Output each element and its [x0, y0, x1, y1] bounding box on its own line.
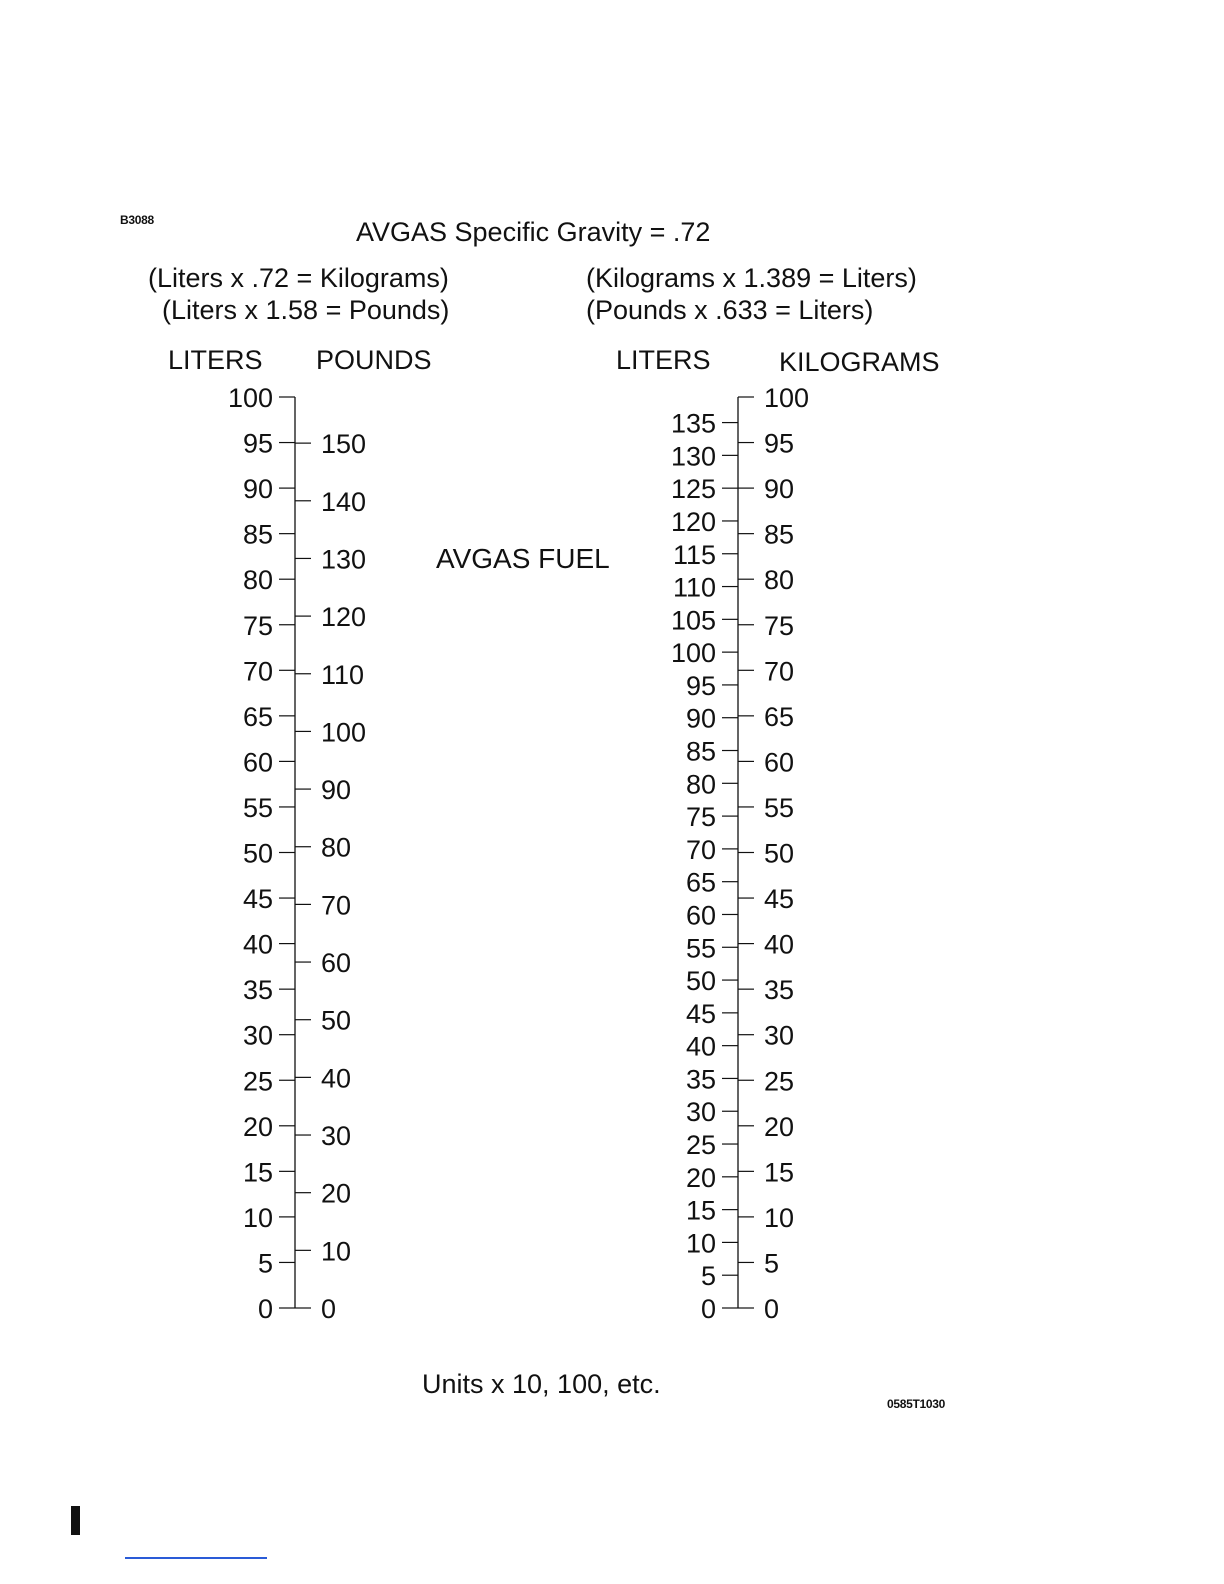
- tick-label-pounds-1: 0: [321, 1294, 337, 1324]
- tick-label-pounds-1: 20: [321, 1178, 352, 1209]
- tick-label-liters-1: 20: [242, 1111, 273, 1142]
- tick-label-kilograms-2: 35: [764, 975, 795, 1006]
- tick-label-pounds-1: 150: [321, 429, 367, 460]
- tick-label-liters-2: 20: [685, 1162, 716, 1193]
- tick-label-pounds-1: 10: [321, 1236, 352, 1267]
- tick-label-kilograms-2: 5: [764, 1248, 780, 1279]
- formula-liters-to-kilograms: (Liters x .72 = Kilograms): [148, 263, 449, 293]
- tick-label-kilograms-2: 65: [764, 701, 795, 732]
- formula-kilograms-to-liters: (Kilograms x 1.389 = Liters): [586, 263, 917, 293]
- tick-label-liters-1: 0: [257, 1294, 273, 1324]
- tick-label-liters-1: 65: [242, 701, 273, 732]
- tick-label-liters-2: 25: [685, 1130, 716, 1161]
- tick-label-liters-1: 35: [242, 975, 273, 1006]
- tick-label-liters-2: 130: [670, 441, 716, 472]
- tick-label-kilograms-2: 25: [764, 1066, 795, 1097]
- tick-label-liters-1: 55: [242, 792, 273, 823]
- tick-label-liters-1: 15: [242, 1157, 273, 1188]
- tick-label-liters-1: 90: [242, 474, 273, 505]
- tick-label-liters-2: 125: [670, 474, 716, 505]
- tick-label-liters-1: 85: [242, 519, 273, 550]
- tick-label-pounds-1: 50: [321, 1005, 352, 1036]
- tick-label-liters-2: 15: [685, 1195, 716, 1226]
- tick-label-liters-2: 5: [700, 1261, 716, 1292]
- tick-label-kilograms-2: 75: [764, 610, 795, 641]
- tick-label-liters-2: 120: [670, 506, 716, 537]
- tick-label-kilograms-2: 40: [764, 929, 795, 960]
- tick-label-kilograms-2: 0: [764, 1294, 780, 1324]
- figure-id: B3088: [120, 213, 154, 227]
- tick-label-liters-1: 10: [242, 1202, 273, 1233]
- tick-label-kilograms-2: 70: [764, 656, 795, 687]
- tick-label-pounds-1: 120: [321, 602, 367, 633]
- tick-label-liters-1: 95: [242, 428, 273, 459]
- chart-title: AVGAS Specific Gravity = .72: [356, 217, 711, 247]
- tick-label-liters-2: 100: [670, 638, 716, 669]
- tick-label-liters-2: 90: [685, 703, 716, 734]
- tick-label-pounds-1: 100: [321, 717, 367, 748]
- tick-label-liters-2: 70: [685, 834, 716, 865]
- tick-label-liters-2: 85: [685, 736, 716, 767]
- tick-label-pounds-1: 110: [321, 659, 365, 690]
- tick-label-pounds-1: 130: [321, 544, 367, 575]
- tick-label-liters-2: 115: [672, 539, 716, 570]
- revision-change-bar: [71, 1506, 80, 1535]
- tick-label-kilograms-2: 10: [764, 1202, 795, 1233]
- tick-label-kilograms-2: 45: [764, 884, 795, 915]
- tick-label-liters-2: 95: [685, 670, 716, 701]
- tick-label-liters-2: 45: [685, 998, 716, 1029]
- tick-label-liters-2: 10: [685, 1228, 716, 1259]
- tick-label-liters-2: 75: [685, 802, 716, 833]
- tick-label-liters-1: 70: [242, 656, 273, 687]
- pounds-scale-header: POUNDS: [316, 345, 432, 375]
- tick-label-liters-1: 45: [242, 884, 273, 915]
- tick-label-pounds-1: 80: [321, 832, 352, 863]
- tick-label-kilograms-2: 95: [764, 428, 795, 459]
- fuel-type-label: AVGAS FUEL: [436, 543, 610, 574]
- tick-label-kilograms-2: 100: [764, 383, 810, 413]
- tick-label-kilograms-2: 55: [764, 792, 795, 823]
- tick-label-liters-2: 0: [700, 1294, 716, 1324]
- tick-label-liters-1: 100: [227, 383, 273, 413]
- liters-scale-header-right: LITERS: [616, 345, 711, 375]
- formula-pounds-to-liters: (Pounds x .633 = Liters): [586, 295, 874, 325]
- tick-label-kilograms-2: 60: [764, 747, 795, 778]
- tick-label-pounds-1: 70: [321, 890, 352, 921]
- tick-label-pounds-1: 40: [321, 1063, 352, 1094]
- formula-liters-to-pounds: (Liters x 1.58 = Pounds): [162, 295, 450, 325]
- tick-label-kilograms-2: 50: [764, 838, 795, 869]
- document-code: 0585T1030: [887, 1397, 946, 1411]
- tick-label-liters-2: 55: [685, 933, 716, 964]
- tick-label-liters-2: 40: [685, 1031, 716, 1062]
- tick-label-pounds-1: 140: [321, 486, 367, 517]
- tick-label-liters-1: 50: [242, 838, 273, 869]
- tick-label-liters-1: 75: [242, 610, 273, 641]
- tick-label-kilograms-2: 80: [764, 565, 795, 596]
- tick-label-liters-1: 40: [242, 929, 273, 960]
- tick-label-liters-2: 105: [670, 605, 716, 636]
- tick-label-kilograms-2: 85: [764, 519, 795, 550]
- tick-label-kilograms-2: 90: [764, 474, 795, 505]
- tick-label-pounds-1: 60: [321, 948, 352, 979]
- tick-label-liters-1: 25: [242, 1066, 273, 1097]
- tick-label-liters-2: 110: [672, 572, 716, 603]
- tick-label-liters-2: 65: [685, 867, 716, 898]
- kilograms-scale-header: KILOGRAMS: [779, 347, 940, 377]
- tick-label-liters-2: 80: [685, 769, 716, 800]
- tick-label-kilograms-2: 20: [764, 1111, 795, 1142]
- tick-label-kilograms-2: 15: [764, 1157, 795, 1188]
- tick-label-liters-2: 135: [670, 408, 716, 439]
- tick-label-kilograms-2: 30: [764, 1020, 795, 1051]
- tick-label-pounds-1: 90: [321, 775, 352, 806]
- tick-label-pounds-1: 30: [321, 1121, 352, 1152]
- tick-label-liters-1: 5: [257, 1248, 273, 1279]
- tick-label-liters-2: 50: [685, 966, 716, 997]
- footer-link-underline: [125, 1557, 267, 1559]
- tick-label-liters-1: 60: [242, 747, 273, 778]
- units-note: Units x 10, 100, etc.: [422, 1369, 661, 1399]
- tick-label-liters-2: 30: [685, 1097, 716, 1128]
- tick-label-liters-1: 80: [242, 565, 273, 596]
- liters-scale-header-left: LITERS: [168, 345, 263, 375]
- tick-label-liters-2: 60: [685, 900, 716, 931]
- tick-label-liters-2: 35: [685, 1064, 716, 1095]
- tick-label-liters-1: 30: [242, 1020, 273, 1051]
